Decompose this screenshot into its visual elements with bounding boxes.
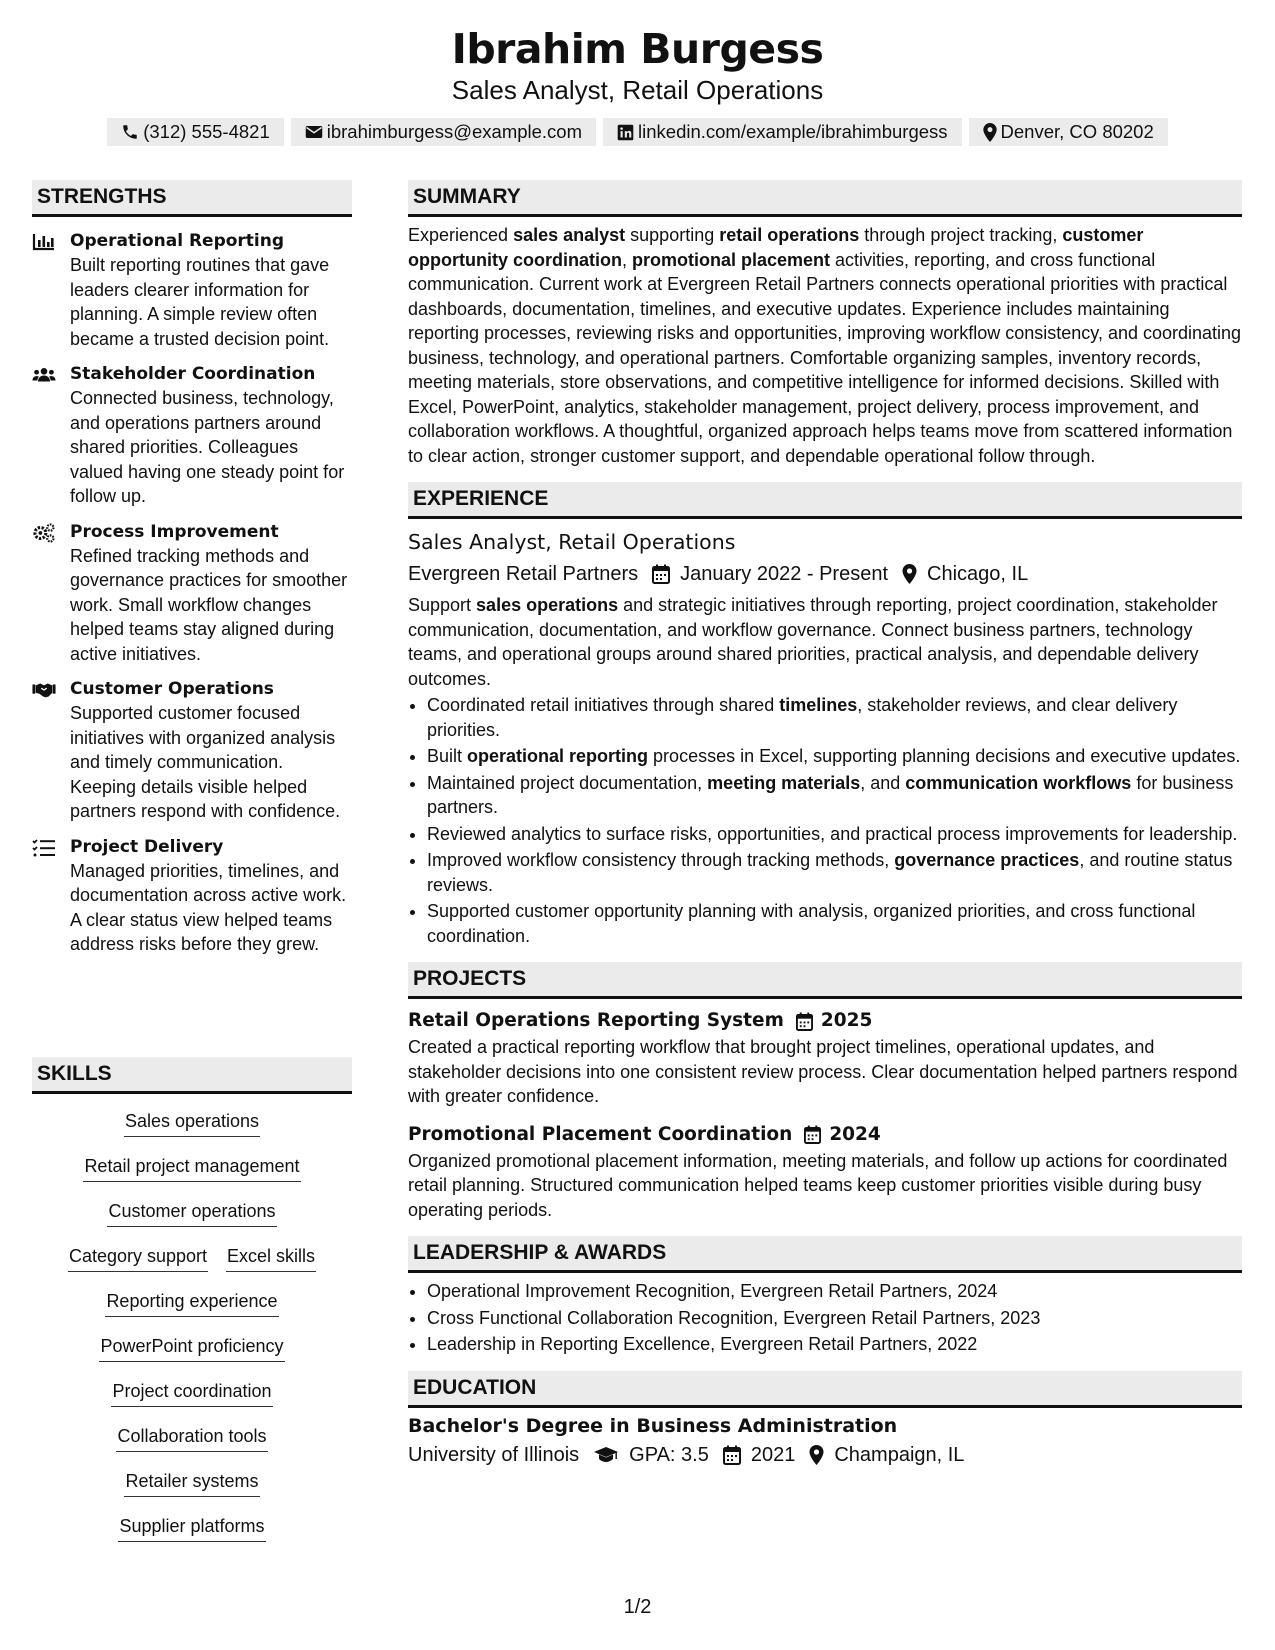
linkedin-chip[interactable] (603, 118, 962, 146)
strength-item (32, 229, 352, 351)
strength-desc: Refined tracking methods and governance practices for smoother work. Small workflow changes helped teams stay aligned during active initiatives. (70, 545, 348, 664)
awards-list (408, 1279, 1242, 1357)
left-column (32, 180, 352, 1536)
summary-text: Experienced sales analyst supporting retail operations through project tracking, customer opportunity coordination, promotional placement activities, reporting, and cross functional communication. Current work at Evergreen Retail Partners connects operational priorities with practical dashboards, documentation, timelines, and executive updates. Experience includes maintaining reporting processes, reviewing risks and opportunities, improving workflow consistency, and coordinating business, technology, and operational partners. Comfortable organizing samples, inventory records, meeting materials, store observations, and competitive intelligence for informed decisions. Skilled with Excel, PowerPoint, analytics, stakeholder management, project delivery, process improvement, and collaboration workflows. A thoughtful, organized approach helps teams move from scattered information to clear action, stronger customer support, and dependable operational follow through. (408, 225, 1242, 466)
bar-chart-icon (32, 232, 56, 252)
calendar-icon (796, 1012, 813, 1031)
degree-title: Bachelor's Degree in Business Administration (408, 1414, 898, 1437)
phone-text: (312) 555-4821 (143, 121, 270, 142)
company-name: Evergreen Retail Partners (408, 563, 639, 585)
job-bullet: • Supported customer opportunity planning with analysis, organized priorities, and cross functional coordination. (427, 899, 1242, 948)
strength-title: Stakeholder Coordination (70, 364, 316, 384)
phone-icon (121, 123, 139, 141)
gears-icon (32, 523, 56, 543)
list-check-icon (32, 838, 56, 858)
strength-item (32, 835, 352, 957)
project-title: Retail Operations Reporting System (408, 1010, 784, 1031)
project-title-row (408, 1007, 1242, 1035)
envelope-icon (305, 124, 323, 140)
map-pin-icon (983, 123, 997, 142)
project-desc: Organized promotional placement information, meeting materials, and follow up actions for coordinated retail planning. Structured communication helped teams keep customer priorities visible during busy operating periods. (408, 1150, 1228, 1220)
award-item: • Leadership in Reporting Excellence, Evergreen Retail Partners, 2022 (427, 1332, 1242, 1357)
candidate-title: Sales Analyst, Retail Operations (451, 75, 824, 105)
graduation-year: 2021 (750, 1443, 796, 1466)
job-bullet: • Improved workflow consistency through tracking methods, governance practices, and routine status reviews. (427, 848, 1242, 897)
email-chip[interactable] (291, 118, 596, 146)
project-year: 2024 (829, 1123, 881, 1145)
graduation-cap-icon (593, 1446, 619, 1464)
strengths-heading: STRENGTHS (32, 180, 352, 217)
skill-tag: Retailer systems (124, 1466, 259, 1497)
location-text: Denver, CO 80202 (1000, 121, 1154, 142)
page-number: 1/2 (623, 1596, 652, 1618)
job-dates: January 2022 - Present (680, 563, 889, 585)
job-intro: Support sales operations and strategic initiatives through reporting, project coordination, stakeholder communication, documentation, and workflow governance. Connect business partners, technology teams, and operational groups around shared priorities, practical analysis, and dependable delivery outcomes. (408, 595, 1218, 689)
education-heading: EDUCATION (408, 1371, 1242, 1408)
users-icon (32, 365, 56, 385)
linkedin-text: linkedin.com/example/ibrahimburgess (638, 121, 948, 142)
job-bullet: • Maintained project documentation, meeting materials, and communication workflows for business partners. (427, 771, 1242, 820)
education-meta (408, 1440, 1242, 1470)
skill-tag: Excel skills (226, 1241, 316, 1272)
strength-desc: Supported customer focused initiatives with organized analysis and timely communication. Keeping details visible helped partners respond with confidence. (70, 703, 341, 821)
contact-bar (0, 118, 1275, 146)
project-desc: Created a practical reporting workflow that brought project timelines, operational updates, and stakeholder decisions into one consistent review process. Clear documentation helped partners respond with greater confidence. (408, 1037, 1238, 1106)
award-item: • Operational Improvement Recognition, Evergreen Retail Partners, 2024 (427, 1279, 1242, 1304)
skill-tag: Sales operations (124, 1106, 260, 1137)
skill-tag: Retail project management (83, 1151, 300, 1182)
job-bullet: • Built operational reporting processes in Excel, supporting planning decisions and executive updates. (427, 744, 1242, 769)
job-location: Chicago, IL (927, 563, 1029, 585)
job-bullets (408, 693, 1242, 948)
calendar-icon (652, 564, 670, 584)
awards-heading: LEADERSHIP & AWARDS (408, 1236, 1242, 1273)
map-pin-icon (809, 1445, 824, 1465)
email-text: ibrahimburgess@example.com (326, 121, 583, 142)
job-bullet: • Reviewed analytics to surface risks, opportunities, and practical process improvements for leadership. (427, 822, 1242, 847)
strength-title: Process Improvement (70, 521, 279, 542)
strength-title: Customer Operations (70, 679, 274, 699)
candidate-name: Ibrahim Burgess (451, 25, 824, 73)
calendar-icon (723, 1445, 741, 1465)
location-chip (969, 118, 1168, 146)
skill-tag: Reporting experience (105, 1286, 278, 1317)
skills-section (32, 1057, 352, 1556)
handshake-icon (32, 680, 56, 700)
skill-tag: PowerPoint proficiency (99, 1331, 284, 1362)
job-meta (408, 559, 1242, 589)
calendar-icon (804, 1125, 821, 1144)
strength-title: Operational Reporting (70, 231, 285, 251)
project-year: 2025 (820, 1010, 873, 1031)
strength-item (32, 677, 352, 824)
gpa: GPA: 3.5 (629, 1443, 709, 1466)
summary-heading: SUMMARY (408, 180, 1242, 217)
experience-heading: EXPERIENCE (408, 482, 1242, 519)
skills-list (32, 1106, 352, 1556)
award-item: • Cross Functional Collaboration Recognition, Evergreen Retail Partners, 2023 (427, 1306, 1242, 1331)
skill-tag: Supplier platforms (118, 1511, 265, 1542)
project-title-row (408, 1121, 1242, 1149)
skill-tag: Category support (68, 1241, 208, 1272)
map-pin-icon (902, 564, 917, 584)
strength-title: Project Delivery (70, 836, 224, 857)
school-name: University of Illinois (408, 1443, 580, 1466)
strength-desc: Built reporting routines that gave leaders clearer information for planning. A simple review often became a trusted decision point. (70, 255, 330, 349)
resume-header (0, 24, 1275, 146)
phone-chip[interactable] (107, 118, 284, 146)
projects-heading: PROJECTS (408, 962, 1242, 999)
linkedin-icon (617, 124, 634, 141)
skill-tag: Collaboration tools (116, 1421, 267, 1452)
strength-item (32, 520, 352, 667)
strengths-list (32, 229, 352, 957)
strength-item (32, 362, 352, 509)
skills-heading: SKILLS (32, 1057, 352, 1094)
skill-tag: Project coordination (111, 1376, 272, 1407)
project-title: Promotional Placement Coordination (408, 1123, 793, 1145)
right-column (408, 180, 1242, 1470)
school-location: Champaign, IL (834, 1443, 965, 1466)
job-bullet: • Coordinated retail initiatives through shared timelines, stakeholder reviews, and clear delivery priorities. (427, 693, 1242, 742)
skill-tag: Customer operations (107, 1196, 276, 1227)
strength-desc: Managed priorities, timelines, and documentation across active work. A clear status view helped teams address risks before they grew. (70, 860, 347, 954)
strength-desc: Connected business, technology, and operations partners around shared priorities. Colleagues valued having one steady point for follow up. (70, 388, 345, 506)
job-title: Sales Analyst, Retail Operations (408, 530, 736, 554)
